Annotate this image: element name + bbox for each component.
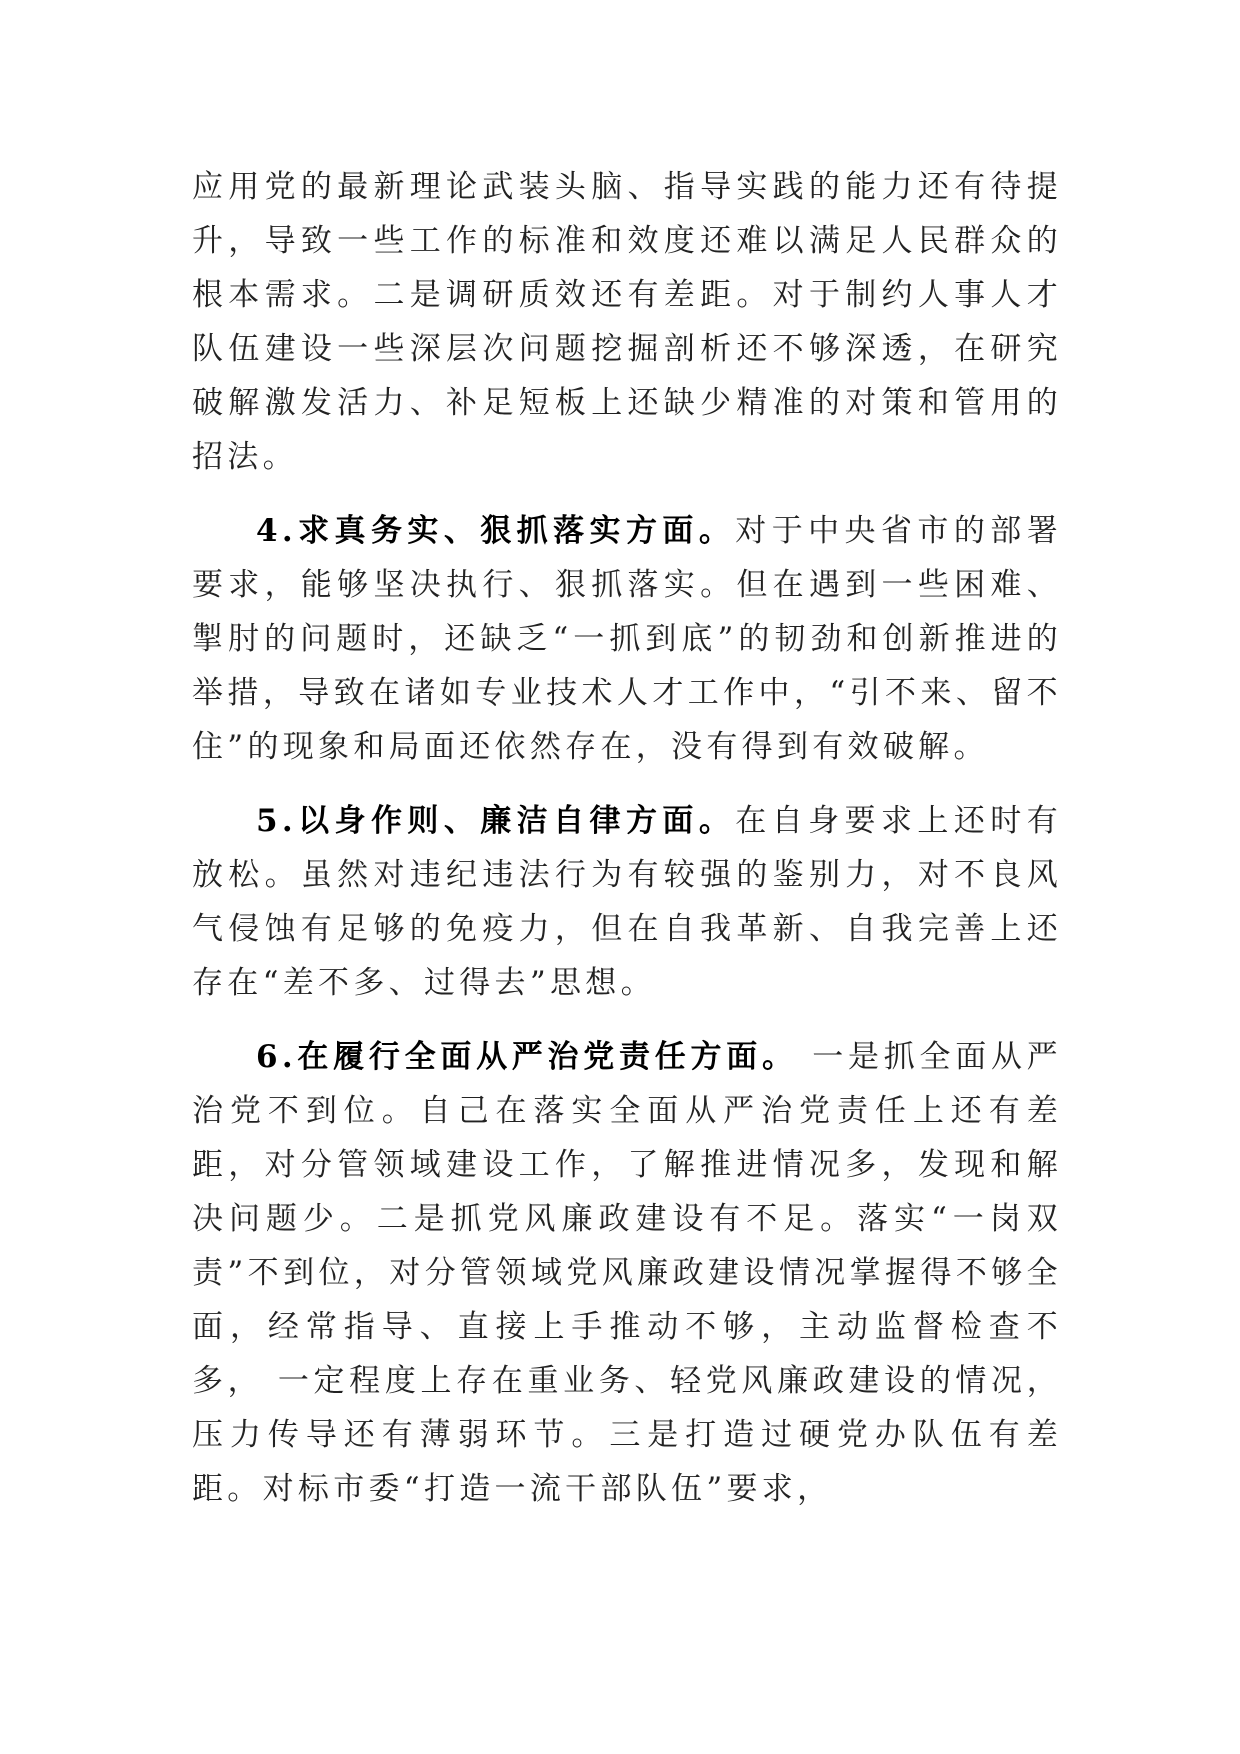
paragraph-continued xyxy=(192,160,1062,484)
paragraph-text: 对于中央省市的部署要求，能够坚决执行、狠抓落实。但在遇到一些困难、掣肘的问题时，还缺乏“一抓到底”的韧劲和创新推进的举措，导致在诸如专业技术人才工作中，“引不来、留不住”的现象和局面还依然存在，没有得到有效破解。 xyxy=(192,513,1063,765)
paragraph-item-6 xyxy=(192,1030,1062,1516)
paragraph-text: 应用党的最新理论武装头脑、指导实践的能力还有待提升，导致一些工作的标准和效度还难以满足人民群众的根本需求。二是调研质效还有差距。对于制约人事人才队伍建设一些深层次问题挖掘剖析还不够深透，在研究破解激发活力、补足短板上还缺少精准的对策和管用的招法。 xyxy=(192,169,1062,475)
paragraph-text: 一是抓全面从严治党不到位。自己在落实全面从严治党责任上还有差距，对分管领域建设工作，了解推进情况多，发现和解决问题少。二是抓党风廉政建设有不足。落实“一岗双责”不到位，对分管领域党风廉政建设情况掌握得不够全面，经常指导、直接上手推动不够，主动监督检查不多， 一定程度上存在重业务、轻党风廉政建设的情况，压力传导还有薄弱环节。三是打造过硬党办队伍有差距。对标市委“打造一流干部队伍”要求， xyxy=(192,1039,1062,1507)
paragraph-item-5 xyxy=(192,794,1062,1010)
paragraph-text: 在自身要求上还时有放松。虽然对违纪违法行为有较强的鉴别力，对不良风气侵蚀有足够的免疫力，但在自我革新、自我完善上还存在“差不多、过得去”思想。 xyxy=(192,803,1063,1001)
paragraph-heading: 5.以身作则、廉洁自律方面。 xyxy=(256,803,736,839)
paragraph-heading: 4.求真务实、狠抓落实方面。 xyxy=(256,513,736,549)
paragraph-heading: 6.在履行全面从严治党责任方面。 xyxy=(256,1039,798,1075)
paragraph-item-4 xyxy=(192,504,1062,774)
document-body xyxy=(192,160,1062,1536)
